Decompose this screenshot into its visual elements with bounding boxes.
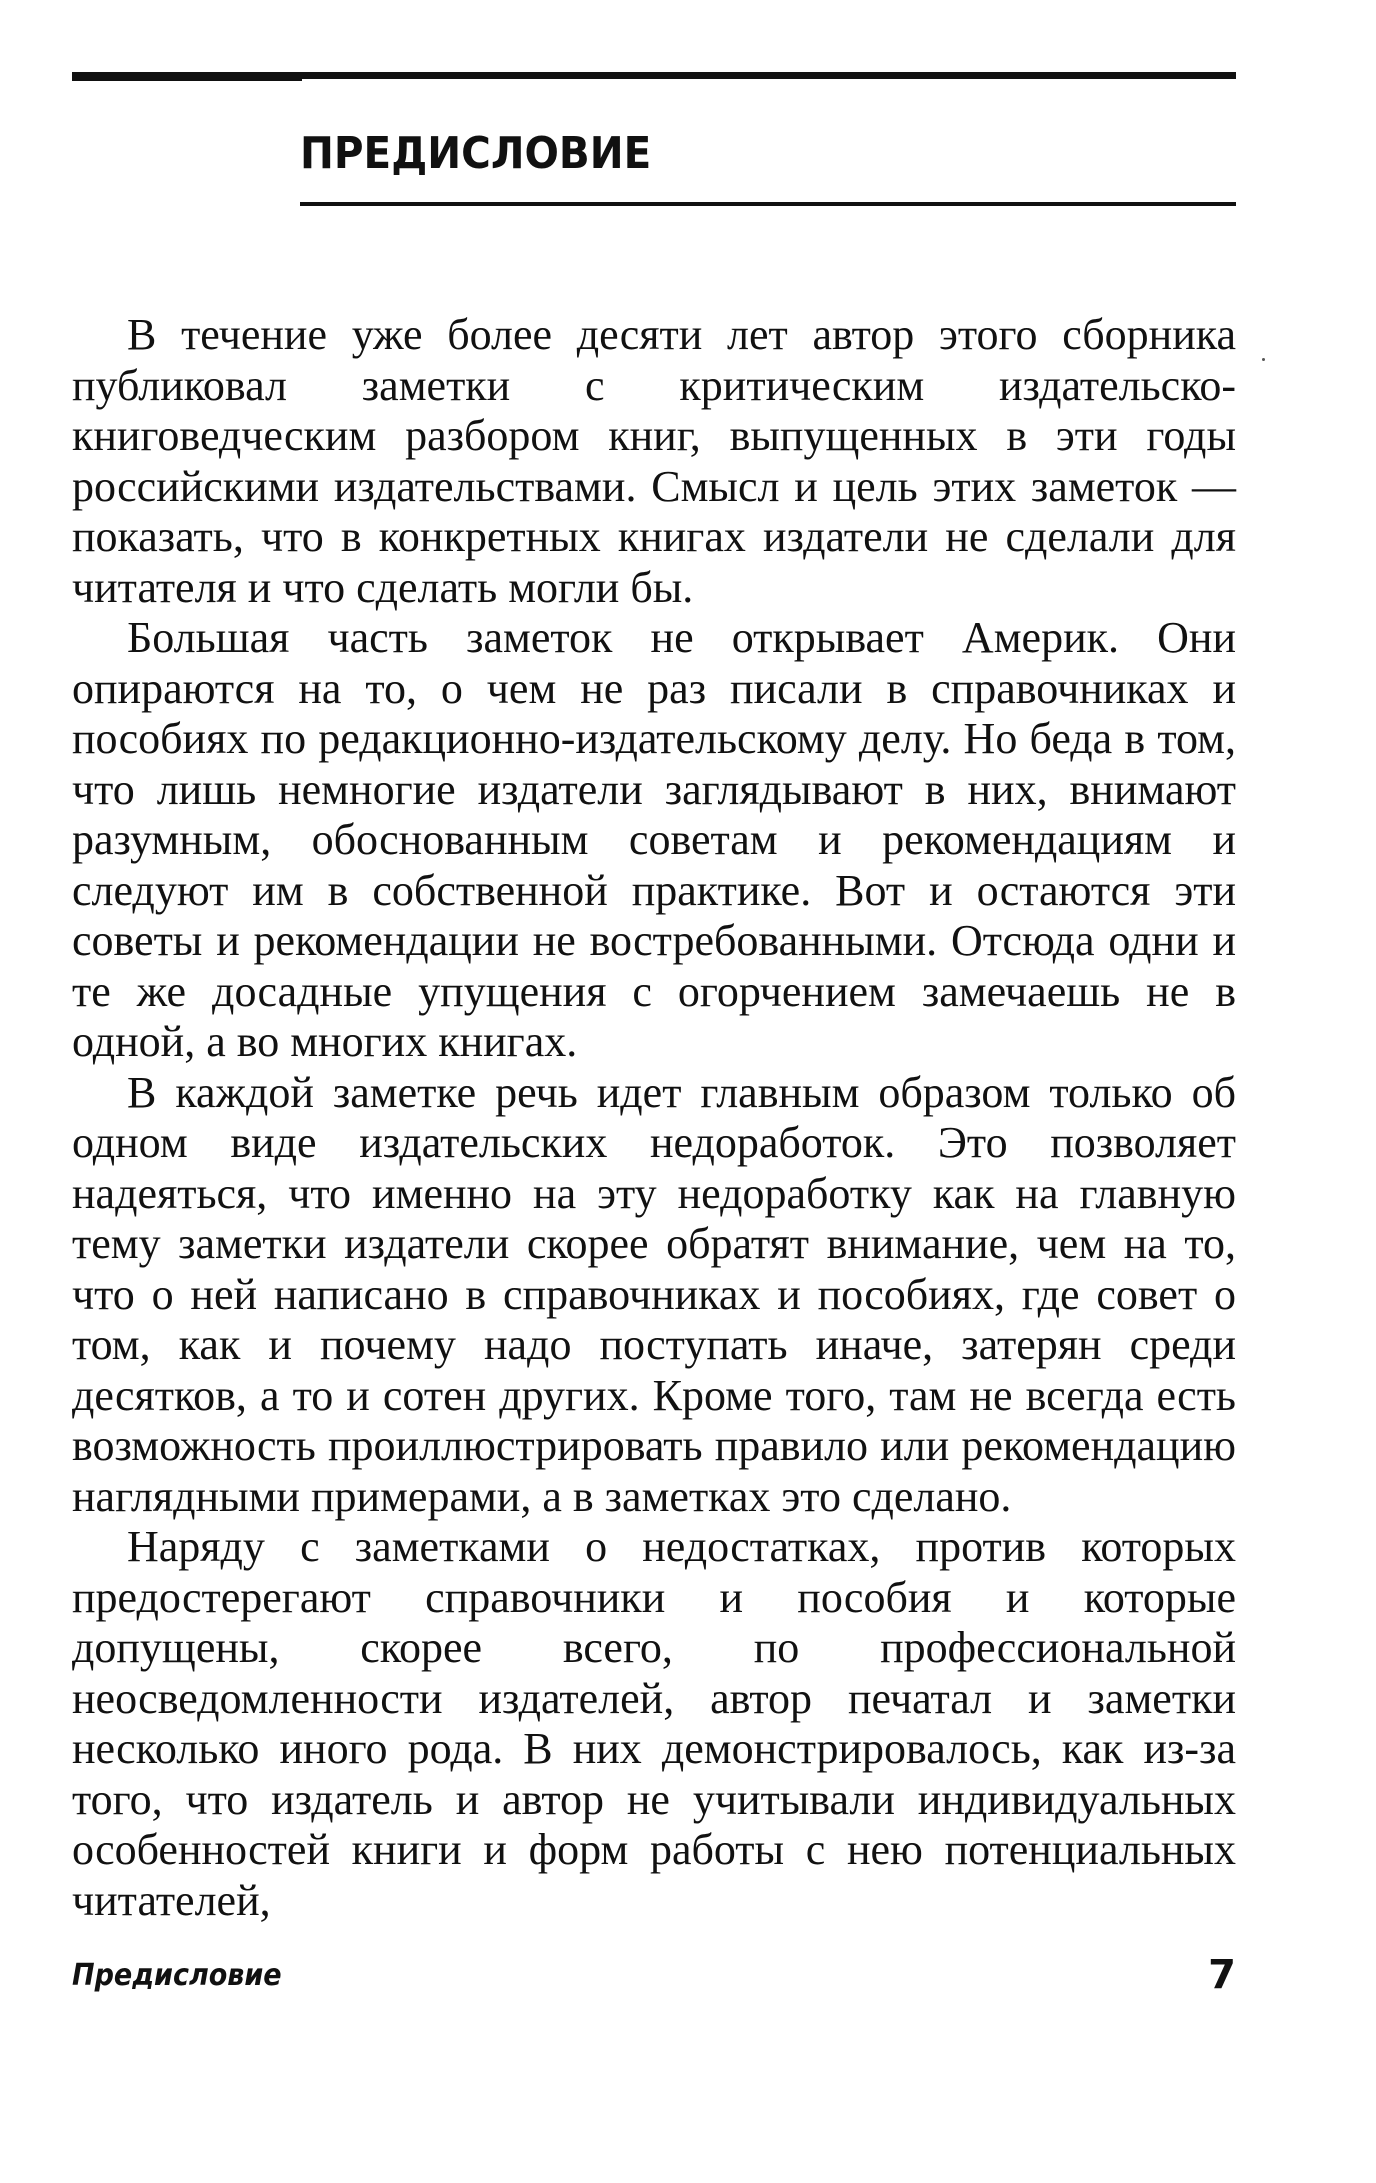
title-underline-rule: [300, 202, 1236, 206]
paragraph: В каждой заметке речь идет главным образом только об одном виде издательских недоработок. Это позволяет надеяться, что именно на эту недоработку как на главную тему заметки издатели скорее обратят внимание, чем на то, что о ней написано в справочниках и пособиях, где совет о том, как и почему надо поступать иначе, затерян среди десятков, а то и сотен других. Кроме того, там не всегда есть возможность проиллюстрировать правило или рекомендацию наглядными примерами, а в заметках это сделано.: [72, 1067, 1236, 1521]
scan-speck: [1262, 358, 1265, 361]
paragraph: Большая часть заметок не открывает Америк. Они опираются на то, о чем не раз писали в справочниках и пособиях по редакционно-издательскому делу. Но беда в том, что лишь немногие издатели заглядывают в них, внимают разумным, обоснованным советам и рекомендациям и следуют им в собственной практике. Вот и остаются эти советы и рекомендации не востребованными. Отсюда одни и те же досадные упущения с огорчением замечаешь не в одной, а во многих книгах.: [72, 613, 1236, 1066]
running-head: Предисловие: [72, 1958, 282, 1993]
chapter-title: ПРЕДИСЛОВИЕ: [300, 128, 652, 179]
paragraph: Наряду с заметками о недостатках, против которых предостерегают справочники и пособия и которые допущены, скорее всего, по профессиональной неосведомленности издателей, автор печатал и заметки несколько иного рода. В них демонстрировалось, как из-за того, что издатель и автор не учитывали индивидуальных особенностей книги и форм работы с нею потенциальных читателей,: [72, 1522, 1236, 1925]
page-number: 7: [1208, 1952, 1236, 1998]
paragraph: В течение уже более десяти лет автор этого сборника публиковал заметки с критическим издательско-книговедческим разбором книг, выпущенных в эти годы российскими издательствами. Смысл и цель этих заметок — показать, что в конкретных книгах издатели не сделали для читателя и что сделать могли бы.: [72, 310, 1236, 612]
page-footer: [72, 1952, 1236, 2008]
body-text: [72, 310, 1236, 1926]
top-rule-accent: [72, 78, 302, 81]
